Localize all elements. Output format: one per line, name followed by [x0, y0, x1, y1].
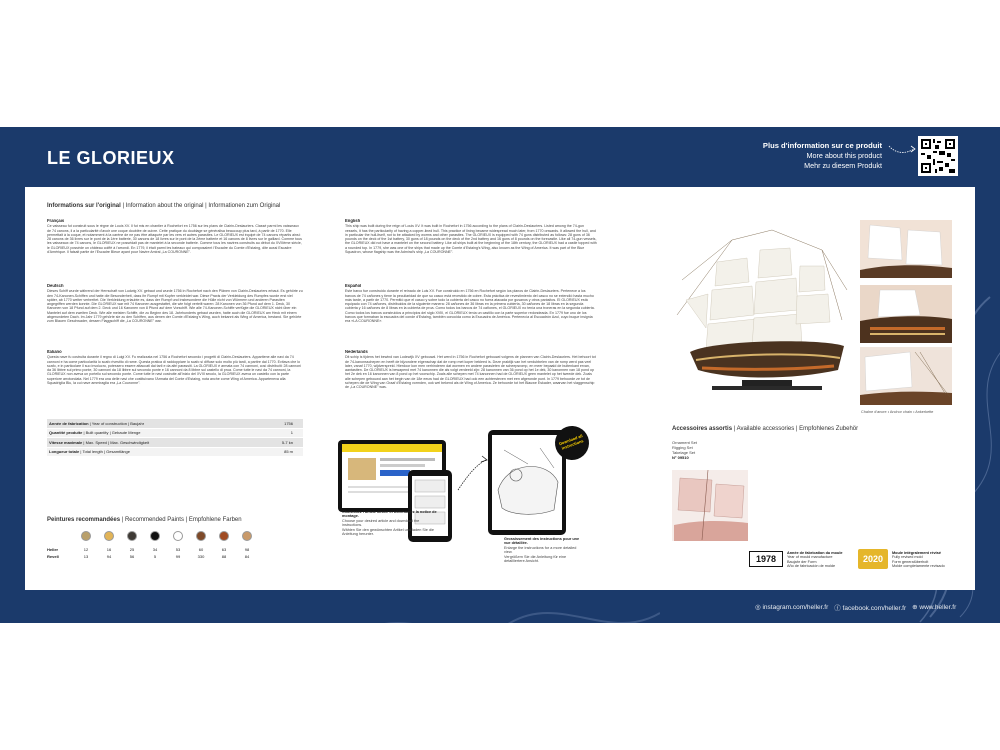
- paints-heading-de: Empfohlene Farben: [188, 517, 242, 523]
- mould-year-de: Baujahr der Form: [787, 559, 817, 564]
- paint-number: 56: [129, 554, 135, 559]
- mould-year-fr: Année de fabrication du moule: [787, 551, 843, 555]
- ship-sails-icon: [860, 220, 952, 278]
- spec-label-fr: Vitesse maximale: [49, 439, 83, 445]
- text-block-de: [47, 284, 303, 344]
- spec-label-en: Total length: [82, 449, 103, 455]
- paint-swatch: [81, 531, 91, 541]
- info-heading: Informations sur l'original | Information about the original | Informationen zum Original: [47, 203, 281, 209]
- revised-mould-text: [892, 551, 945, 569]
- paint-number: 330: [197, 554, 205, 559]
- revised-mould-en: Fully revised mold: [892, 555, 923, 560]
- qr-code[interactable]: [918, 136, 958, 176]
- text-block-en: [345, 219, 597, 279]
- paint-number: 94: [106, 554, 112, 559]
- spec-label-de: Baujahr: [130, 420, 145, 426]
- spec-label-fr: Quantité produite: [49, 430, 83, 436]
- paint-swatch: [150, 531, 160, 541]
- table-row: Longueur totale | Total length | Gesamtlänge 85 m: [47, 448, 303, 458]
- paint-swatch: [219, 531, 229, 541]
- table-row: Année de fabrication | Year of construction | Baujahr 1756: [47, 419, 303, 429]
- text-body: Dieses Schiff wurde während der Herrschaft von Ludwig XV. gebaut und wurde 1756 in Rochefort nach den Plänen von Clairin-Deslauriers erbaut. Es gehörte zu den 74-Kanonen-Schiffen und hatte die Besonderheit, dass ihr Rumpf mit Kupfer verkleidet war. Diese Praxis der Verkleidung des Rumpfes wurde erst viel später, ab 1770 weiter verbreitet. Die Verkleidung erlaubte es, dass der Rumpf und insbesondere die Hülle nicht von Würmern und anderen Parasiten angegriffen werden konnte. Die GLORIEUX war mit 74 Kanonen ausgestattet, die wie folgt verteilt waren: 28 Kanonen von 36 Pfund auf dem 1. Deck, 30 Kanonen von 18 Pfund auf dem 2. Deck und 16 Kanonen von 8 Pfund auf dem Vorschiff. Wie alle 74-Kanonen-Schiffe verfügte die GLORIEUX nicht über ein Mantelet auf dem zweiten Deck. Wie alle meisten Schiffe, die zu Beginn des 18. Jahrhunderts gebaut wurden, hatte auch die GLORIEUX am Heck mit einem abgerundeten Dach. Im Jahr 1779 gehörte sie zu den Schiffen, aus denen der Comte d'Estaing's Wing, auch bekannt als Wing of America, bestand. Sie gehörte zum Blauen Geschwader, dessen Flaggschiff die „La COURONNE" war.: [47, 289, 303, 324]
- lang-label: Italiano: [47, 350, 62, 354]
- paint-swatch: [104, 531, 114, 541]
- mould-year-en: Year of mould manufacture: [787, 555, 833, 560]
- paint-number: 63: [221, 547, 227, 552]
- ship-model-image: [672, 220, 854, 406]
- ship-detail-photo: [860, 347, 952, 405]
- paint-swatch: [196, 531, 206, 541]
- text-body: Questa nave fu costruita durante il regno di Luigi XV. Fu realizzata nel 1756 a Rochefort secondo i progetti di Clairin-Deslauriers. Appartiene alle navi da 74 cannoni e ha come particolarità lo scafo rivestito di rame. Questa pratica di raddoppiare lo scafo si diffuse solo molto più tardi, a partire dal 1770. Evitava che lo scafo, e in particolare il suo involucro, potessero essere attaccati dai tarli e da altri parassiti. La GLORIEUX è armata con 74 cannoni, così distribuiti: 28 cannoni da 36 libbre sul primo ponte, 30 cannoni da 18 libbre sul secondo ponte e 16 cannoni da 8 libbre sul castello di prua. Come tutte le navi da 74 cannoni, la GLORIEUX non aveva un portello sul secondo ponte. Come tutte le navi costruite all'inizio del XVIII secolo, la GLORIEUX aveva un castello con la parte superiore arrotondata. Nel 1779 era una delle navi che costituivano l'Armata del Conte d'Estaing, nota anche come Wing of America. Apparteneva alla Squadriglia Blu, la cui nave ammiraglia era „La Couronne".: [47, 355, 302, 386]
- lang-label: Français: [47, 219, 65, 223]
- ship-detail-photo: [860, 285, 952, 343]
- more-info-block: [763, 141, 882, 171]
- info-heading-fr: Informations sur l'original: [47, 203, 121, 209]
- more-info-en: More about this product: [806, 151, 882, 160]
- paint-number: 13: [83, 554, 89, 559]
- more-info-fr: Plus d'information sur ce produit: [762, 141, 882, 150]
- paint-number: 34: [152, 547, 158, 552]
- website-url: www.heller.fr: [919, 604, 957, 611]
- accessory-reference: N° 09510: [672, 455, 689, 460]
- text-body: Este barco fue construido durante el reinado de Luis XV. Fue construido en 1756 en Rochefort según los planos de Clairin-Deslauriers. Pertenece a los barcos de 74 cañones y tiene la peculiaridad de que su casco está revestido de cobre. Esta práctica de revestimiento del casco no se extendió hasta mucho más tarde, a partir de 1770. Permitió que el casco y sobre todo la cubierta del casco no fuera atacada por gusanos y otros parásitos. El GLORIEUX está equipado con 74 cañones, distribuidos de la siguiente manera: 28 cañones de 36 libras en la primera cubierta, 30 cañones de 18 libras en la segunda cubierta y 16 cañones de 8 libras en la cubierta de proa. Como todos los barcos de 74 cañones, el GLORIEUX no tenía una troneras en la segunda cubierta. Como todos los barcos construidos a principios del siglo XVIII, el GLORIEUX tenía un castillo con la parte superior redondeada. En 1779 fue uno de los barcos que formaban la escuadra del conde d'Estaing, también conocida como la Escuadra de América. Pertenecía al Escuadrón Azul, cuyo buque insignia era «LA COURONNE».: [345, 289, 595, 324]
- paint-row-label-heller: Heller: [47, 547, 59, 552]
- instructions-right-text: [504, 537, 584, 563]
- text-block-nl: [345, 350, 597, 402]
- spec-table: [47, 419, 303, 457]
- paint-number: 60: [198, 547, 204, 552]
- paint-row-label-revell: Revell: [47, 554, 59, 559]
- accessory-photo: [672, 470, 748, 541]
- spec-value: 1: [290, 430, 293, 436]
- accessory-sails-icon: [672, 470, 748, 541]
- instructions-left-en: Choose your desired article and download the instructions.: [342, 518, 420, 528]
- instructions-right-de: Vergrößern Sie die Anleitung für eine detailliertere Ansicht.: [504, 554, 567, 564]
- lang-label: Español: [345, 284, 362, 288]
- ship-hull-icon: [860, 285, 952, 343]
- paints-heading-fr: Peintures recommandées: [47, 517, 121, 523]
- accessories-heading-fr: Accessoires assortis: [672, 426, 733, 432]
- page-title: LE GLORIEUX: [47, 148, 175, 168]
- paint-swatch: [173, 531, 183, 541]
- spec-value: 85 m: [284, 449, 293, 455]
- spec-label-en: Year of construction: [91, 420, 127, 426]
- list-item: Ornament Set: [672, 440, 697, 445]
- spec-label-fr: Année de fabrication: [49, 420, 89, 426]
- mould-year-text: [787, 551, 842, 569]
- instagram-url: instagram.com/heller.fr: [762, 604, 829, 611]
- mould-year-es: Año de fabricación de molde: [787, 564, 836, 569]
- ship-rigging-icon: [860, 347, 952, 405]
- text-block-fr: [47, 219, 303, 279]
- photo-caption: Chaîne d'ancre • Anchor chain • Ankerkette: [861, 410, 934, 414]
- arrow-icon: [888, 142, 918, 156]
- paint-swatches: [81, 531, 252, 541]
- paint-number: 88: [221, 554, 227, 559]
- instructions-left-text: [342, 510, 437, 536]
- list-item: Rigging Set: [672, 445, 693, 450]
- text-body: Ce vaisseau fut construit sous le règne de Louis XV. Il fut mis en chantier à Rochefort en 1756 sur les plans de Clairin-Deslauriers. Classé parmi les vaisseaux de 74 canons, il a la particularité d'avoir une coque doublée de cuivre. Cette pratique du doublage se généralisa beaucoup plus tard, à partir de 1770. Elle permettait à la coque, et notamment à la carène de ne pas être attaquée par les vers et autres parasites. Le GLORIEUX est équipé de 74 canons répartis ainsi: 28 canons de 36 livres sur le pont de la 1ère batterie, 30 canons de 18 livres sur le pont de la 2ème batterie et 16 canons de 8 livres sur le gaillard. Comme tous les vaisseaux de 74 canons, le GLORIEUX ne possédait pas de mantelet à la seconde batterie. Comme tous les navires construits au début du XVIIIème siècle, le GLORIEUX possède un château coiffé à l'arrondi. En 1779, il était parmi les bateaux qui composaient l'Escadre du Comte d'Estaing, dite aussi Escadre d'Amérique. Il faisait partie de l'Escadre Bleue ayant pour Navire Amiral „La COURONNE".: [47, 224, 302, 255]
- spec-value: 5-7 kn: [281, 439, 293, 445]
- ship-detail-photo: [860, 220, 952, 278]
- revised-mould-badge: 2020: [858, 549, 888, 569]
- paint-number: 84: [244, 554, 250, 559]
- paint-number: 5: [153, 554, 157, 559]
- paint-number: 53: [175, 547, 181, 552]
- lang-label: English: [345, 219, 361, 223]
- social-links: [755, 603, 956, 612]
- lang-label: Deutsch: [47, 284, 64, 288]
- download-stamp: Download all instructions: [550, 421, 594, 465]
- instructions-left-title: Choisissez l'article désiré et téléchargez la notice de montage.: [342, 510, 437, 519]
- instructions-left-de: Wählen Sie den gewünschten Artikel und laden Sie die Anleitung herunter.: [342, 527, 435, 537]
- table-row: Vitesse maximale | Max. Speed | Max. Geschwindigkeit 5-7 kn: [47, 438, 303, 448]
- facebook-url: facebook.com/heller.fr: [842, 605, 907, 612]
- info-heading-en: Information about the original: [125, 203, 204, 209]
- text-block-es: [345, 284, 597, 344]
- mould-year-badge: 1978: [749, 551, 783, 567]
- more-info-de: Mehr zu diesem Produkt: [804, 161, 882, 170]
- spec-label-en: Max. Speed: [85, 439, 107, 445]
- text-body: Dit schip is tijdens het bewind van Lodewijk XV gebouwd. Het werd in 1756 in Rochefort gebouwd volgens de plannen van Clairin-Deslauriers. Het behoort tot de 74-kanonsschepen en heeft de bijzondere eigenschap dat de romp met koper bekleed is. Deze praktijk van het verdubbelen van de romp werd pas veel later, vanaf 1770, wijdverspreid. Hierdoor kon men verhinderen dat wormen en andere parasieten de scheepsromp, en meer bepaald de buitenkant ervan, aantastten. De GLORIEUX is bewapend met 74 kanonnen die als volgt verdeeld zijn: 28 kanonnen van 36 pond op het 1e dek, 30 kanonnen van 18 pond op het 2e dek en 16 kanonnen van 8 pond op het voorschip. Zoals alle schepen met 74 kanonnen had de GLORIEUX geen mantelet op het tweede dek. Zoals alle schepen gebouwd aan het begin van de 18e eeuw had de GLORIEUX had ook een achtersteven met een afgeronde punt. In 1779 behoorde ze tot de schepen die de Wing van Graaf d'Estaing vormden, ook wel bekend als de Wing of America. Ze behoorde tot het Blauwe Eskader, waarvan het vlaggenschip de „La COURONNE" was.: [345, 355, 596, 390]
- paint-number: 12: [83, 547, 89, 552]
- paint-number: 99: [175, 554, 181, 559]
- text-body: This ship was built during the reign of Louis XV. It was built in Rochefort in 1756 according to the plans of Clairin-Deslauriers. Listed among the 74-gun vessels, it has the particularity of having a copper-lined hull. This practice of lining became widespread much later, from 1770 onwards. It allowed the hull, and in particular the hull-itself, not to be attacked by worms and other parasites. The GLORIEUX is equipped with 74 guns distributed as follows: 28 guns of 36 pounds on the deck of the 1st battery, 30 guns of 18 pounds on the deck of the 2nd battery and 16 guns of 8 pounds on the forecastle. Like all 74-gun vessels, the GLORIEUX did not have a mantelet on the second battery. Like all ships built at the beginning of the 18th century, the GLORIEUX had a castle topped with a rounded top. In 1779, she was one of the ships that made up the Comte d'Estaing's Wing, also known as the Wing of America. It was part of the Blue Squadron, whose flagship was the Admiral's ship „La COURONNE".: [345, 224, 597, 255]
- spec-label-de: Max. Geschwindigkeit: [110, 439, 150, 445]
- list-item: Takelage Set: [672, 450, 696, 455]
- instructions-right-title: Grossissement des instructions pour une vue détaillée.: [504, 537, 580, 546]
- paint-swatch: [242, 531, 252, 541]
- paints-heading-en: Recommended Paints: [124, 517, 184, 523]
- facebook-link[interactable]: ⓕ facebook.com/heller.fr: [834, 605, 907, 612]
- revised-mould-es: Molde completamente revisado: [892, 564, 945, 569]
- paint-number: 98: [244, 547, 250, 552]
- website-link[interactable]: ⊕ www.heller.fr: [912, 604, 957, 611]
- spec-label-de: Gebaute Menge: [111, 430, 141, 436]
- paint-heller-numbers: [81, 547, 252, 552]
- paints-heading: Peintures recommandées | Recommended Paints | Empfohlene Farben: [47, 517, 242, 523]
- spec-label-de: Gesamtlänge: [106, 449, 130, 455]
- lang-label: Nederlands: [345, 350, 368, 354]
- text-block-it: [47, 350, 303, 402]
- accessories-list: [672, 440, 697, 460]
- paint-number: 25: [129, 547, 135, 552]
- table-row: Quantité produite | Built quantity | Gebaute Menge 1: [47, 429, 303, 439]
- instructions-right-en: Enlarge the instructions for a more detailed view.: [504, 545, 577, 555]
- paint-revell-numbers: [81, 554, 252, 559]
- accessories-heading: Accessoires assortis | Available accessories | Empfohlenes Zubehör: [672, 426, 859, 432]
- spec-label-fr: Longueur totale: [49, 449, 80, 455]
- accessories-heading-de: Empfohlenes Zubehör: [799, 426, 859, 432]
- spec-label-en: Built quantity: [85, 430, 109, 436]
- paint-number: 16: [106, 547, 112, 552]
- paint-swatch: [127, 531, 137, 541]
- spec-value: 1756: [284, 420, 293, 426]
- qr-code-icon: [921, 139, 955, 173]
- accessories-heading-en: Available accessories: [736, 426, 795, 432]
- instagram-link[interactable]: ◎ instagram.com/heller.fr: [755, 604, 829, 611]
- info-heading-de: Informationen zum Original: [208, 203, 281, 209]
- revised-mould-fr: Moule intégralement révisé: [892, 551, 941, 555]
- revised-mould-de: Form generalüberholt: [892, 559, 929, 564]
